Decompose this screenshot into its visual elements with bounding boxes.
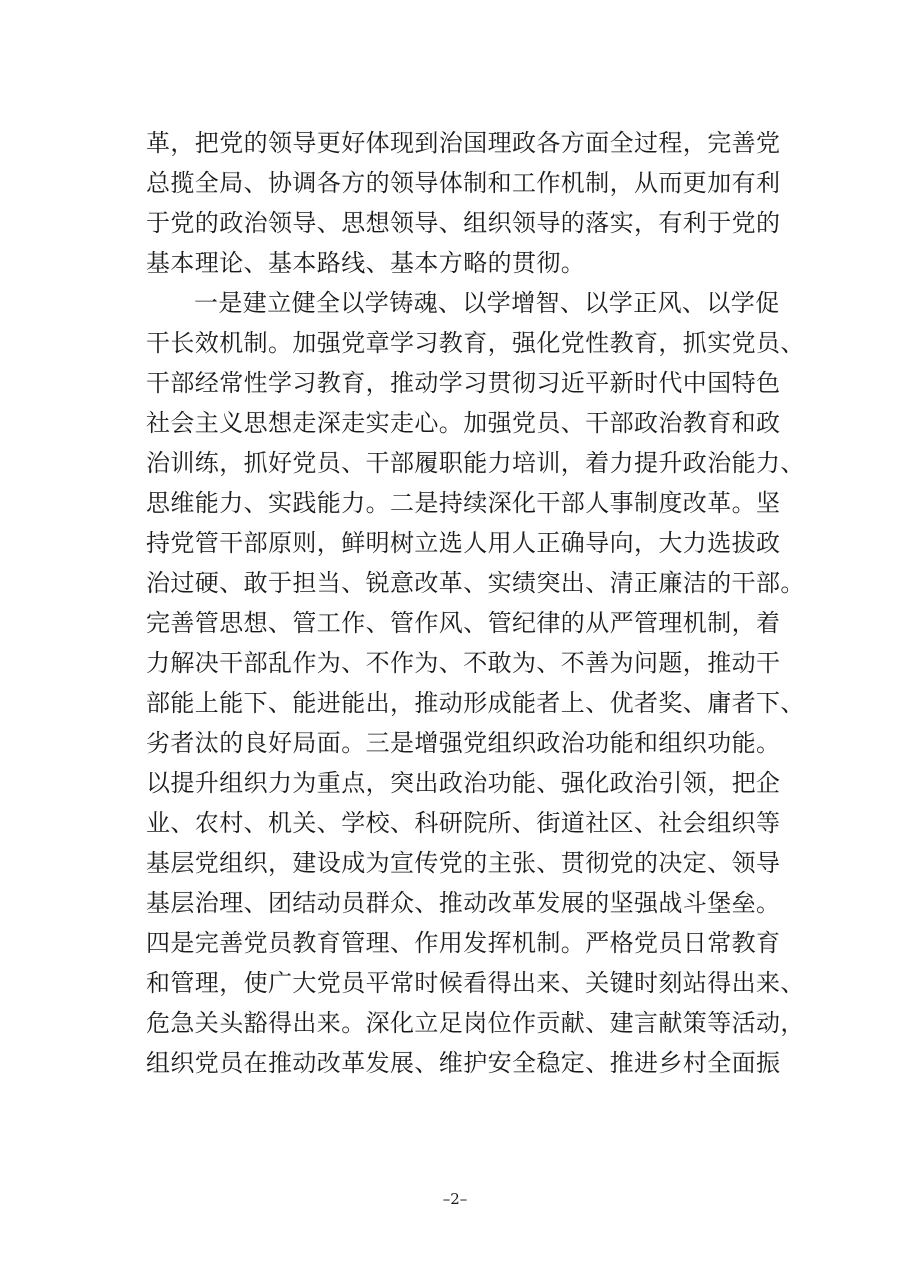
text-line-9: 治训练，抓好党员、干部履职能力培训，着力提升政治能力、	[146, 449, 805, 477]
text-line-4: 基本理论、基本路线、基本方略的贯彻。	[146, 249, 586, 277]
text-line-13: 完善管思想、管工作、管作风、管纪律的从严管理机制，着	[146, 609, 781, 637]
text-line-11: 持党管干部原则，鲜明树立选人用人正确导向，大力选拔政	[146, 529, 781, 557]
text-line-14: 力解决干部乱作为、不作为、不敢为、不善为问题，推动干	[146, 649, 781, 677]
text-line-3: 于党的政治领导、思想领导、组织领导的落实，有利于党的	[146, 209, 781, 237]
text-line-5-paragraph-start: 一是建立健全以学铸魂、以学增智、以学正风、以学促	[194, 289, 780, 317]
text-line-17: 以提升组织力为重点，突出政治功能、强化政治引领，把企	[146, 769, 781, 797]
text-line-10: 思维能力、实践能力。二是持续深化干部人事制度改革。坚	[146, 489, 781, 517]
text-line-24: 组织党员在推动改革发展、维护安全稳定、推进乡村全面振	[146, 1049, 781, 1077]
text-line-1: 革，把党的领导更好体现到治国理政各方面全过程，完善党	[146, 129, 781, 157]
text-line-16: 劣者汰的良好局面。三是增强党组织政治功能和组织功能。	[146, 729, 781, 757]
text-line-23: 危急关头豁得出来。深化立足岗位作贡献、建言献策等活动，	[146, 1009, 805, 1037]
text-line-20: 基层治理、团结动员群众、推动改革发展的坚强战斗堡垒。	[146, 889, 781, 917]
text-line-19: 基层党组织，建设成为宣传党的主张、贯彻党的决定、领导	[146, 849, 781, 877]
text-line-7: 干部经常性学习教育，推动学习贯彻习近平新时代中国特色	[146, 369, 781, 397]
page-number: –2–	[442, 1190, 468, 1208]
text-line-15: 部能上能下、能进能出，推动形成能者上、优者奖、庸者下、	[146, 689, 805, 717]
text-line-2: 总揽全局、协调各方的领导体制和工作机制，从而更加有利	[146, 169, 781, 197]
text-line-6: 干长效机制。加强党章学习教育，强化党性教育，抓实党员、	[146, 329, 805, 357]
text-line-12: 治过硬、敢于担当、锐意改革、实绩突出、清正廉洁的干部。	[146, 569, 805, 597]
body-text	[146, 123, 805, 1083]
text-line-21: 四是完善党员教育管理、作用发挥机制。严格党员日常教育	[146, 929, 781, 957]
text-line-18: 业、农村、机关、学校、科研院所、街道社区、社会组织等	[146, 809, 781, 837]
text-line-8: 社会主义思想走深走实走心。加强党员、干部政治教育和政	[146, 409, 781, 437]
text-line-22: 和管理，使广大党员平常时候看得出来、关键时刻站得出来、	[146, 969, 805, 997]
